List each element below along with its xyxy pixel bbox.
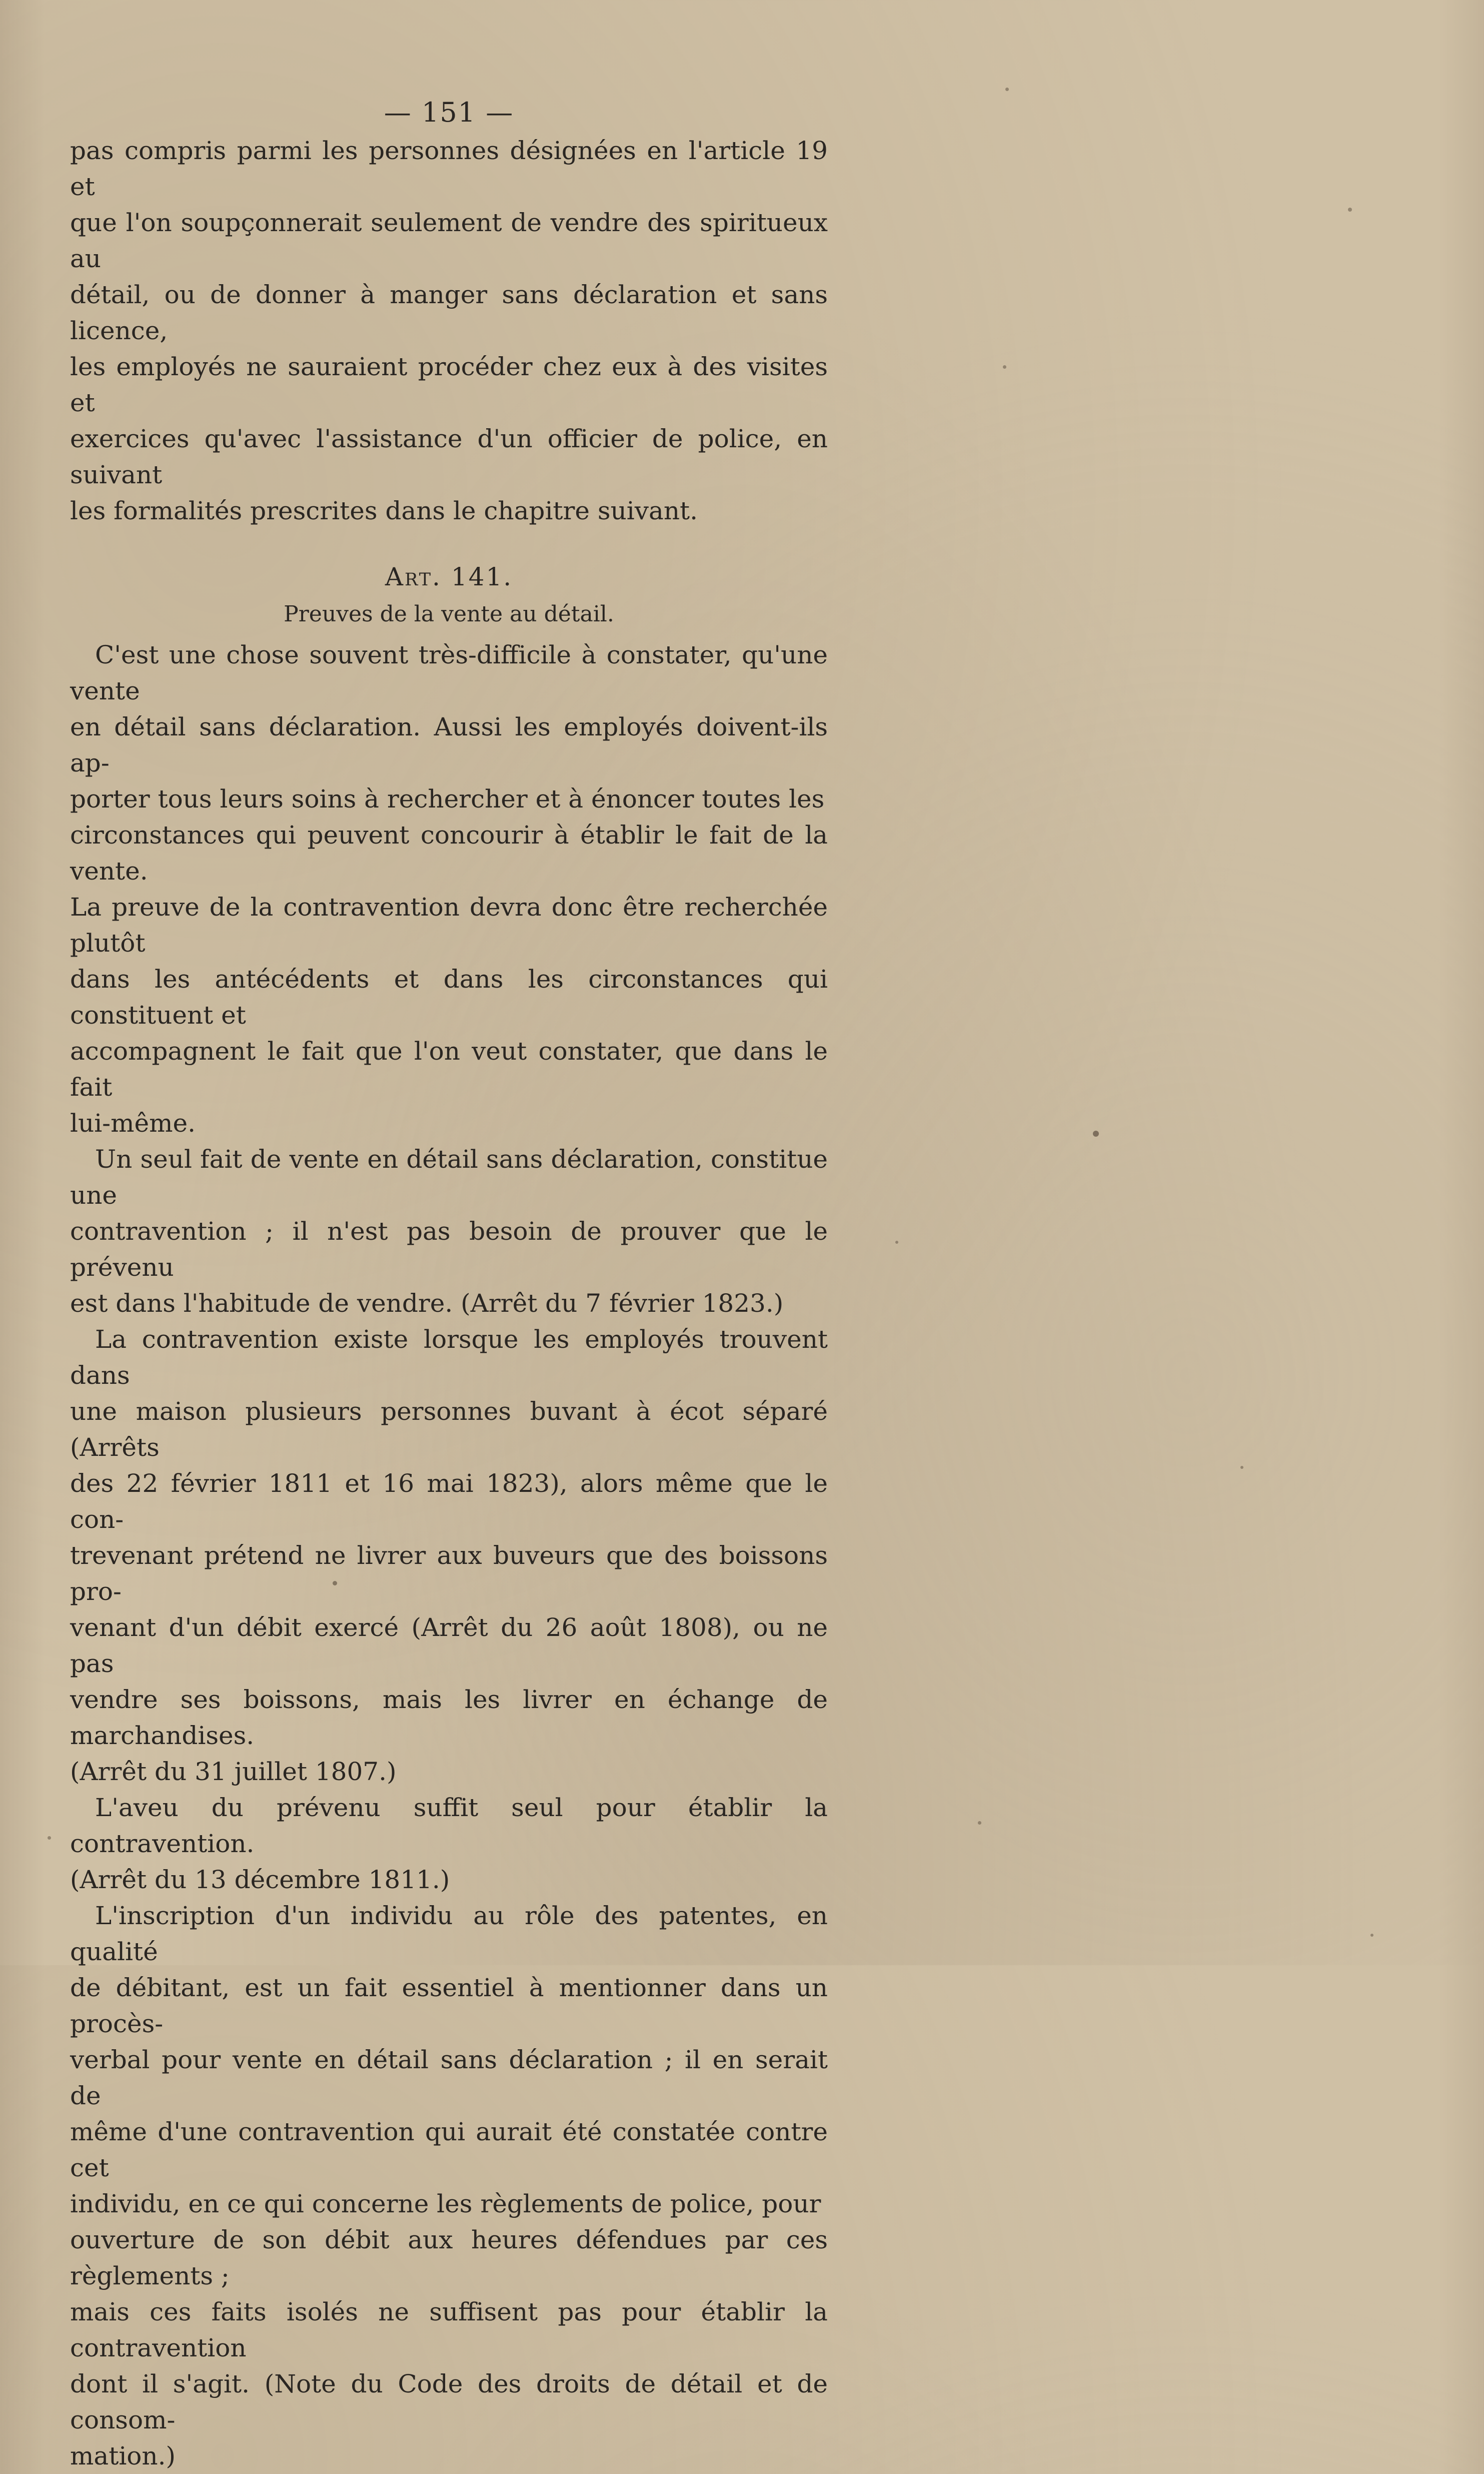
text-line: pas compris parmi les personnes désignées en l'article 19 et — [70, 136, 828, 201]
text-line: (Arrêt du 31 juillet 1807.) — [70, 1757, 397, 1786]
paragraph-contravention-exists — [70, 1321, 828, 1790]
article-heading — [70, 559, 828, 595]
text-line: C'est une chose souvent très-difficile à constater, qu'une vente — [70, 640, 828, 705]
paper-speck — [895, 1241, 898, 1244]
text-line: détail, ou de donner à manger sans déclaration et sans licence, — [70, 280, 828, 345]
paragraph-sale-proof — [70, 637, 828, 1141]
text-line: L'aveu du prévenu suffit seul pour établir la contravention. — [70, 1793, 828, 1858]
text-line: venant d'un débit exercé (Arrêt du 26 août 1808), ou ne pas — [70, 1613, 828, 1678]
intro-paragraph — [70, 133, 828, 529]
paragraph-single-sale — [70, 1141, 828, 1321]
text-line: individu, en ce qui concerne les règlements de police, pour — [70, 2189, 821, 2218]
paper-speck — [1370, 1934, 1373, 1937]
paper-speck — [1003, 365, 1006, 369]
text-line: verbal pour vente en détail sans déclaration ; il en serait de — [70, 2045, 828, 2110]
paragraph-confession — [70, 1790, 828, 1898]
book-page — [70, 93, 828, 2474]
text-line: ouverture de son débit aux heures défendues par ces règlements ; — [70, 2225, 828, 2290]
paper-speck — [333, 1581, 337, 1585]
text-line: (Arrêt du 13 décembre 1811.) — [70, 1865, 450, 1894]
paper-speck — [48, 1836, 51, 1840]
text-line: La preuve de la contravention devra donc être recherchée plutôt — [70, 893, 828, 958]
text-line: Un seul fait de vente en détail sans déclaration, constitue une — [70, 1145, 828, 1210]
text-line: est dans l'habitude de vendre. (Arrêt du 7 février 1823.) — [70, 1289, 784, 1318]
text-line: que l'on soupçonnerait seulement de vendre des spiritueux au — [70, 208, 828, 273]
paper-speck — [1093, 1131, 1099, 1137]
text-line: L'inscription d'un individu au rôle des patentes, en qualité — [70, 1901, 828, 1966]
text-line: des 22 février 1811 et 16 mai 1823), alors même que le con- — [70, 1469, 828, 1534]
page-number: — 151 — — [384, 97, 514, 128]
paper-speck — [1348, 208, 1352, 212]
text-line: les formalités prescrites dans le chapitre suivant. — [70, 496, 698, 525]
paragraph-patent-registration — [70, 1898, 828, 2474]
text-line: vendre ses boissons, mais les livrer en échange de marchandises. — [70, 1685, 828, 1750]
text-line: porter tous leurs soins à rechercher et à énoncer toutes les — [70, 784, 825, 813]
article-label: Art. 141. — [385, 562, 513, 591]
text-line: trevenant prétend ne livrer aux buveurs que des boissons pro- — [70, 1541, 828, 1606]
article-subtitle: Preuves de la vente au détail. — [284, 601, 614, 627]
text-line: mation.) — [70, 2441, 176, 2470]
text-line: en détail sans déclaration. Aussi les employés doivent-ils ap- — [70, 712, 828, 777]
text-line: de débitant, est un fait essentiel à mentionner dans un procès- — [70, 1973, 828, 2038]
text-line: lui-même. — [70, 1109, 196, 1138]
text-line: exercices qu'avec l'assistance d'un officier de police, en suivant — [70, 424, 828, 489]
text-line: même d'une contravention qui aurait été constatée contre cet — [70, 2117, 828, 2182]
text-line: circonstances qui peuvent concourir à établir le fait de la vente. — [70, 820, 828, 886]
paper-speck — [1005, 88, 1009, 91]
text-line: La contravention existe lorsque les employés trouvent dans — [70, 1325, 828, 1390]
paper-speck — [1240, 1466, 1243, 1469]
text-line: dans les antécédents et dans les circonstances qui constituent et — [70, 965, 828, 1030]
text-line: accompagnent le fait que l'on veut constater, que dans le fait — [70, 1037, 828, 1102]
text-line: contravention ; il n'est pas besoin de prouver que le prévenu — [70, 1217, 828, 1282]
text-line: une maison plusieurs personnes buvant à écot séparé (Arrêts — [70, 1397, 828, 1462]
text-line: dont il s'agit. (Note du Code des droits de détail et de consom- — [70, 2369, 828, 2434]
text-line: mais ces faits isolés ne suffisent pas pour établir la contravention — [70, 2297, 828, 2362]
text-line: les employés ne sauraient procéder chez eux à des visites et — [70, 352, 828, 417]
paper-speck — [978, 1821, 981, 1825]
